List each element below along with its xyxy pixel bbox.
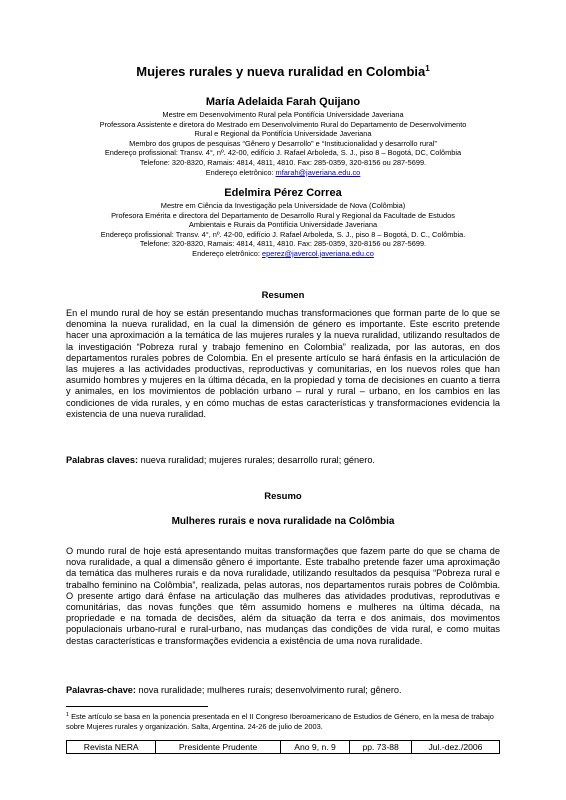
- author-1-email-link[interactable]: mfarah@javeriana.edu.co: [275, 167, 361, 177]
- keywords-label: Palavras-chave:: [66, 685, 136, 695]
- affiliation-line: Membro dos grupos de pesquisas “Gênero y Desarrollo” e “Institucionalidad y desarrollo rural”: [129, 138, 437, 148]
- footnote-mark: 1: [66, 712, 70, 718]
- resumo-heading: Resumo: [264, 491, 302, 502]
- author-1-name: María Adelaida Farah Quijano: [205, 96, 361, 108]
- footnote: $^1$ Este artículo se basa en la ponencia presentada en el II Congreso Iberoamericano de Estudios de Género, en la mesa de trabajo sobre Mujeres rurales y organización. Salta, Argentina. 24-26 de julio de 2003.: [66, 712, 494, 731]
- email-line: Endereço eletrônico: mfarah@javeriana.edu.co: [205, 167, 361, 177]
- footer-volume: Ano 9, n. 9: [280, 741, 350, 754]
- affiliation-line: Profesora Emérita e directora del Departamento de Desarrollo Rural y Regional da Facultade de Estudos: [111, 210, 455, 220]
- affiliation-line: Ambientais e Rurais da Pontifícia Universidade Javeriana: [188, 220, 378, 230]
- author-2-email-link[interactable]: eperez@javercol.javeriana.edu.co: [261, 248, 374, 258]
- footer-pages: pp. 73-88: [350, 741, 412, 754]
- affiliation-line: Endereço profissional: Transv. 4°, nº. 42-00, edifício J. Rafael Arboleda, S. J., piso 8 – Bogotá, DC, Colômbia: [104, 148, 462, 158]
- affiliation-line: Mestre em Ciência da Investigação pela Universidade de Nova (Colômbia): [160, 201, 406, 210]
- footer-city: Presidente Prudente: [156, 741, 280, 754]
- affiliation-line: Professora Assistente e diretora do Mestrado em Desenvolvimento Rural do Departamento de Desenvolvimento: [99, 119, 467, 129]
- title-footnote-mark: 1: [425, 64, 430, 73]
- resumo-keywords: Palavras-chave: nova ruralidade; mulheres rurais; desenvolvimento rural; gênero.: [66, 685, 402, 695]
- affiliation-line: Endereço profissional: Transv. 4°, nº. 42-00, edifício J. Rafael Arboleda, S. J., piso 8 – Bogotá, D. C., Colômbia.: [100, 229, 466, 239]
- footer-row: [67, 741, 500, 754]
- affiliation-line: Rural e Regional da Pontifícia Universidade Javeriana: [194, 129, 372, 139]
- resumen-text: En el mundo rural de hoy se están presentando muchas transformaciones que forman parte de lo que se denomina la nueva ruralidad, en la cual la dimensión de género es importante. Este escrito pretende hacer una aproximación a la temática de las mujeres rurales y la nueva ruralidad, utilizando resultados de la investigación “Pobreza rural y trabajo femenino en Colombia” realizada, por las autoras, en dos departamentos rurales pobres de Colombia. En el presente artículo se hará énfasis en la articulación de las mujeres a las actividades productivas, reproductivas y comunitarias, en los nuevos roles que han asumido hombres y mujeres en la última década, en la propiedad y toma de decisiones en cuanto a tierra y animales, en los movimientos de población urbano – rural y rural – urbano, en los cambios en las condiciones de vida rurales, y en cómo muchas de estas características y transformaciones evidencia la existencia de una nueva ruralidad.: [66, 308, 500, 419]
- resumen-keywords: Palabras claves: nueva ruralidad; mujeres rurales; desarrollo rural; género.: [66, 455, 375, 465]
- affiliation-line: Telefone: 320-8320, Ramais: 4814, 4811, 4810. Fax: 285-0359, 320-8156 ou 287-5699.: [139, 157, 427, 167]
- email-line: Endereço eletrônico: eperez@javercol.javeriana.edu.co: [192, 248, 374, 258]
- footnote-divider: [66, 706, 208, 707]
- journal-footer: [66, 740, 500, 754]
- resumen-heading: Resumen: [261, 290, 305, 301]
- resumo-text: O mundo rural de hoje está apresentando muitas transformações que fazem parte do que se chama de nova ruralidade, a qual a dimensão gênero é importante. Este trabalho pretende fazer uma aproximação da temática das mulheres rurais e da nova ruralidade, utilizando resultados da pesquisa “Pobreza rural e trabalho feminino na Colômbia”, realizada, pelas autoras, nos departamentos rurais pobres de Colômbia. O presente artigo dará ênfase na articulação das mulheres das atividades produtivas, reprodutivas e comunitárias, das novas funções que têm assumido homens e mulheres na última década, na propriedade e na tomada de decisões, além da situação da terra e dos animais, dos movimentos populacionais urbano-rural e rural-urbano, nas mudanças das condições de vida rural, e como muitas destas características e transformações evidencia a existência de uma nova ruralidade.: [66, 546, 500, 646]
- author-2-name: Edelmira Pérez Correa: [224, 187, 342, 199]
- keywords-label: Palabras claves:: [66, 455, 139, 465]
- footer-date: Jul.-dez./2006: [411, 741, 499, 754]
- affiliation-line: Telefone: 320-8320, Ramais: 4814, 4811, 4810. Fax: 285-0359, 320-8156 ou 287-5699.: [139, 239, 427, 249]
- author-2-affiliation: [40, 201, 526, 259]
- resumo-subtitle: Mulheres rurais e nova ruralidade na Colômbia: [171, 516, 395, 527]
- author-1-affiliation: [40, 110, 526, 177]
- affiliation-line: Mestre em Desenvolvimento Rural pela Pontifícia Universidade Javeriana: [162, 110, 404, 119]
- footer-journal: Revista NERA: [67, 741, 156, 754]
- paper-title: Mujeres rurales y nueva ruralidad en Colombia$^1$: [136, 64, 430, 79]
